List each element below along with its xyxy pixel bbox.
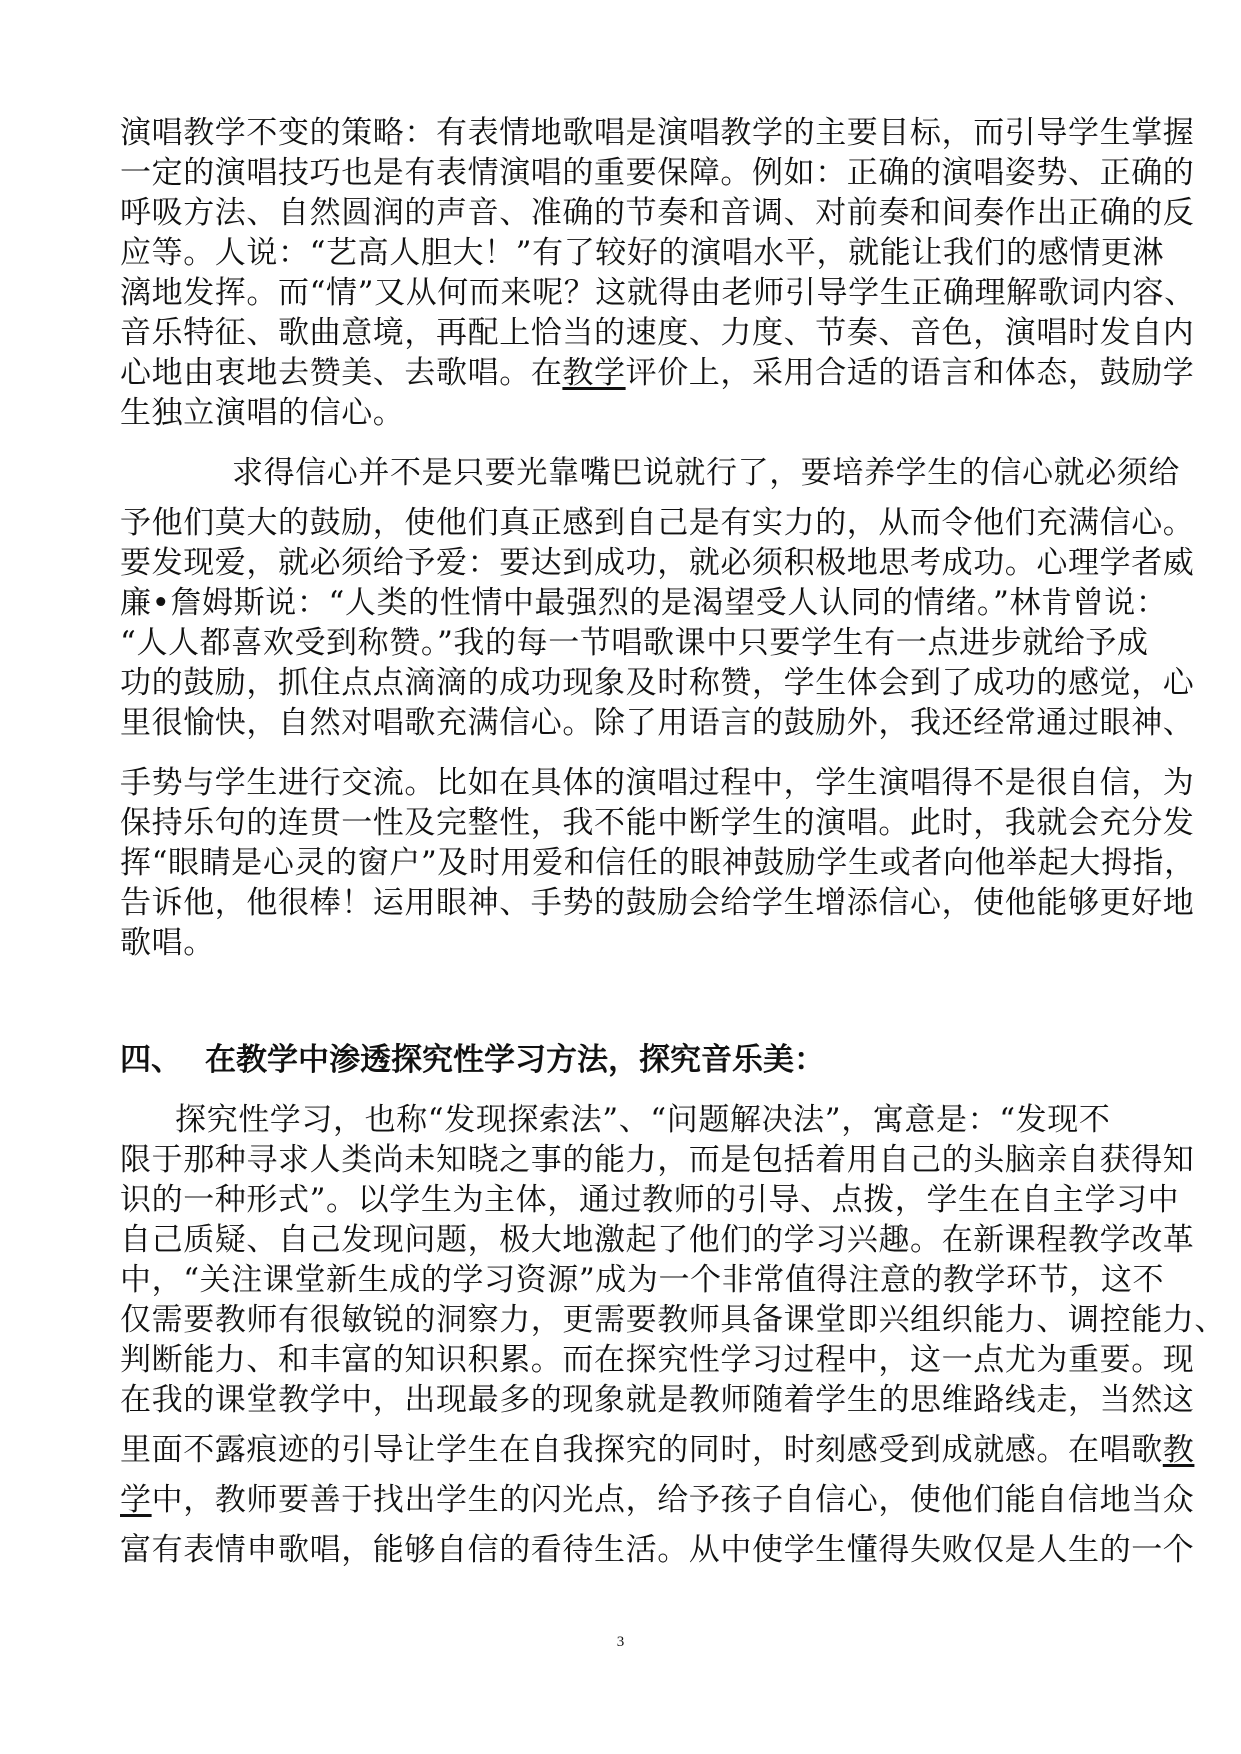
paragraph-line: 漓地发挥。而“情”又从何而来呢？这就得由老师引导学生正确理解歌词内容、	[120, 275, 1196, 311]
paragraph-line: 仅需要教师有很敏锐的洞察力，更需要教师具备课堂即兴组织能力、调控能力、	[120, 1302, 1226, 1338]
paragraph-line: 保持乐句的连贯一性及完整性，我不能中断学生的演唱。此时，我就会充分发	[120, 805, 1195, 841]
paragraph-line: 挥“眼睛是心灵的窗户”及时用爱和信任的眼神鼓励学生或者向他举起大拇指，	[120, 845, 1196, 881]
paragraph-line: 在我的课堂教学中，出现最多的现象就是教师随着学生的思维路线走，当然这	[120, 1382, 1195, 1418]
teaching-link[interactable]: 教学	[562, 355, 626, 391]
paragraph-line: 告诉他，他很棒！运用眼神、手势的鼓励会给学生增添信心，使他能够更好地	[120, 885, 1195, 921]
paragraph-line: 呼吸方法、自然圆润的声音、准确的节奏和音调、对前奏和间奏作出正确的反	[120, 195, 1195, 231]
section-title: 在教学中渗透探究性学习方法，探究音乐美：	[205, 1042, 825, 1078]
paragraph-line: 自己质疑、自己发现问题，极大地激起了他们的学习兴趣。在新课程教学改革	[120, 1222, 1195, 1258]
page-number: 3	[616, 1634, 625, 1650]
paragraph-line: 识的一种形式”。以学生为主体，通过教师的引导、点拨，学生在自主学习中	[120, 1182, 1180, 1218]
paragraph-line	[120, 353, 1195, 393]
text-segment: 中，教师要善于找出学生的闪光点，给予孩子自信心，使他们能自信地当众	[151, 1482, 1195, 1518]
paragraph-line: 功的鼓励，抓住点点滴滴的成功现象及时称赞，学生体会到了成功的感觉，心	[120, 665, 1195, 701]
section-number: 四、	[120, 1042, 182, 1078]
paragraph-line: 演唱教学不变的策略：有表情地歌唱是演唱教学的主要目标，而引导学生掌握	[120, 115, 1195, 151]
text-segment: 里面不露痕迹的引导让学生在自我探究的同时，时刻感受到成就感。在唱歌	[120, 1432, 1163, 1468]
teaching-link[interactable]: 学	[120, 1482, 152, 1518]
paragraph-line: 限于那种寻求人类尚未知晓之事的能力，而是包括着用自己的头脑亲自获得知	[120, 1142, 1195, 1178]
paragraph-line: 里很愉快，自然对唱歌充满信心。除了用语言的鼓励外，我还经常通过眼神、	[120, 705, 1195, 741]
paragraph-line	[120, 1480, 1195, 1520]
paragraph-line: 歌唱。	[120, 925, 215, 961]
paragraph-line: 探究性学习，也称“发现探索法”、“问题解决法”，寓意是：“发现不	[175, 1102, 1111, 1138]
paragraph-line: 廉•詹姆斯说：“人类的性情中最强烈的是渴望受人认同的情绪。”林肯曾说：	[120, 585, 1168, 621]
text-segment: 心地由衷地去赞美、去歌唱。在	[120, 355, 563, 391]
paragraph-line: 判断能力、和丰富的知识积累。而在探究性学习过程中，这一点尤为重要。现	[120, 1342, 1195, 1378]
paragraph-line: 要发现爱，就必须给予爱：要达到成功，就必须积极地思考成功。心理学者威	[120, 545, 1195, 581]
paragraph-line: 一定的演唱技巧也是有表情演唱的重要保障。例如：正确的演唱姿势、正确的	[120, 155, 1195, 191]
paragraph-line: 予他们莫大的鼓励，使他们真正感到自己是有实力的，从而令他们充满信心。	[120, 505, 1195, 541]
paragraph-line: 手势与学生进行交流。比如在具体的演唱过程中，学生演唱得不是很自信，为	[120, 765, 1195, 801]
teaching-link[interactable]: 教	[1162, 1432, 1195, 1468]
paragraph-line: 富有表情申歌唱，能够自信的看待生活。从中使学生懂得失败仅是人生的一个	[120, 1532, 1195, 1568]
paragraph-line: 应等。人说：“艺高人胆大！”有了较好的演唱水平，就能让我们的感情更淋	[120, 235, 1165, 271]
text-segment: 评价上，采用合适的语言和体态，鼓励学	[625, 355, 1195, 391]
paragraph-line: 音乐特征、歌曲意境，再配上恰当的速度、力度、节奏、音色，演唱时发自内	[120, 315, 1195, 351]
paragraph-line: 求得信心并不是只要光靠嘴巴说就行了，要培养学生的信心就必须给	[232, 455, 1180, 491]
paragraph-line: 生独立演唱的信心。	[120, 395, 405, 431]
section-heading	[120, 1040, 825, 1080]
paragraph-line: 中，“关注课堂新生成的学习资源”成为一个非常值得注意的教学环节，这不	[120, 1262, 1165, 1298]
paragraph-line: “人人都喜欢受到称赞。”我的每一节唱歌课中只要学生有一点进步就给予成	[120, 625, 1149, 661]
paragraph-line	[120, 1430, 1195, 1470]
